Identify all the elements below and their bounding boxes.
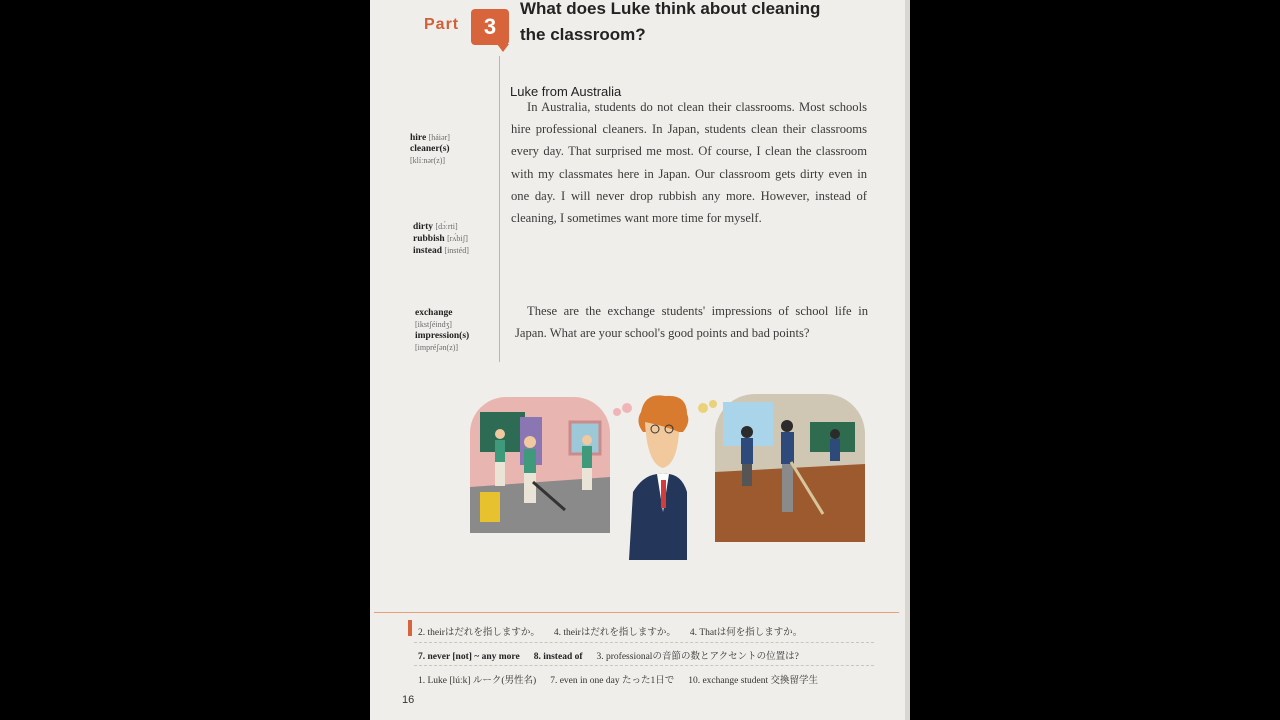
notes-row-1: 2. theirはだれを指しますか。 4. theirはだれを指しますか。 4. Thatは何を指しますか。 — [418, 628, 803, 638]
page-number: 16 — [402, 694, 415, 706]
notes-row-3: 1. Luke [lúːk] ルーク(男性名) 7. even in one day たった1日で 10. exchange student 交換留学生 — [418, 676, 819, 686]
badge-tail — [497, 44, 509, 52]
australia-cleaners-scene — [470, 397, 610, 533]
passage-subheading: Luke from Australia — [510, 84, 622, 99]
part-number-badge: 3 — [471, 9, 509, 45]
glossary-item: [ikstʃéindʒ] — [415, 320, 452, 329]
glossary-item: exchange — [415, 308, 453, 318]
classroom-illustration — [465, 392, 875, 562]
glossary-item: rubbish [rʌ́biʃ] — [413, 234, 468, 244]
glossary-item: [impréʃən(z)] — [415, 343, 459, 352]
japan-students-scene — [715, 394, 865, 542]
textbook-page — [370, 0, 905, 720]
glossary-item: instead [instéd] — [413, 246, 469, 256]
glossary-item: hire [háiər] — [410, 133, 450, 143]
page-title: What does Luke think about cleaning the classroom? — [520, 0, 821, 44]
glossary-item: cleaner(s) — [410, 144, 450, 154]
notes-divider — [374, 612, 899, 613]
part-label: Part — [424, 16, 460, 33]
margin-divider — [499, 56, 500, 362]
glossary-group-3 — [415, 308, 469, 354]
glossary-item: dirty [dɔ́ːrti] — [413, 222, 458, 232]
page-edge — [905, 0, 910, 720]
passage-luke: In Australia, students do not clean their classrooms. Most schools hire professional cleaners. In Japan, students clean their classrooms every day. That surprised me most. Of course, I clean the classroom with my classmates here in Japan. Our classroom gets dirty even in one day. I will never drop rubbish any more. However, instead of cleaning, I sometimes want more time for myself. — [511, 100, 867, 226]
glossary-group-1 — [410, 132, 450, 167]
notes-row-2: 7. never [not] ~ any more 8. instead of 3. professionalの音節の数とアクセントの位置は? — [418, 652, 799, 662]
passage-summary: These are the exchange students' impressions of school life in Japan. What are your school's good points and bad points? — [515, 304, 868, 341]
notes-separator — [414, 642, 874, 643]
notes-separator — [414, 665, 874, 666]
glossary-group-2 — [413, 221, 469, 257]
luke-character — [629, 395, 688, 560]
notes-marker — [408, 620, 412, 636]
glossary-item: impression(s) — [415, 331, 470, 341]
glossary-item: [klíːnər(z)] — [410, 156, 446, 165]
